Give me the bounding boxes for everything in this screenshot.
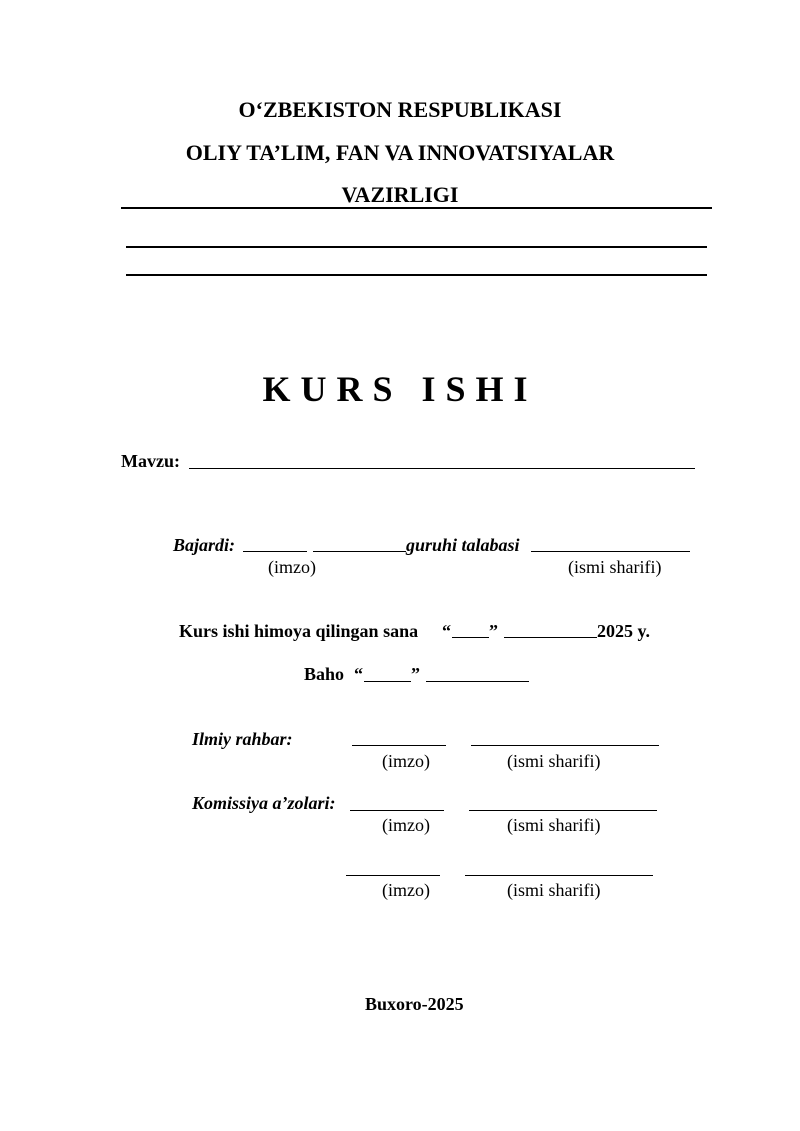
commission-signature-line-2: [346, 875, 440, 876]
grade-score-line: [364, 681, 411, 682]
commission-name-caption-1: (ismi sharifi): [507, 815, 601, 835]
defense-month-line: [504, 637, 597, 638]
ministry-header-line-2: OLIY TA’LIM, FAN VA INNOVATSIYALAR: [185, 140, 615, 165]
grade-open-quote: “: [354, 664, 363, 684]
supervisor-signature-line: [352, 745, 446, 746]
defense-year: 2025 y.: [597, 621, 651, 641]
supervisor-name-caption: (ismi sharifi): [507, 751, 601, 771]
defense-open-quote: “: [442, 621, 451, 641]
supervisor-name-line: [471, 745, 659, 746]
commission-name-caption-2: (ismi sharifi): [507, 880, 601, 900]
student-signature-caption: (imzo): [268, 557, 316, 577]
defense-day-line: [452, 637, 489, 638]
grade-word-line: [426, 681, 529, 682]
student-signature-line: [243, 551, 307, 552]
student-group-text: guruhi talabasi: [406, 535, 520, 555]
place-and-year: Buxoro-2025: [365, 994, 464, 1014]
defense-close-quote: ”: [489, 621, 498, 641]
supervisor-label: Ilmiy rahbar:: [192, 729, 293, 749]
student-name-line: [531, 551, 690, 552]
topic-blank-line: [189, 468, 695, 469]
defense-date-text: Kurs ishi himoya qilingan sana: [179, 621, 419, 641]
commission-name-line-2: [465, 875, 653, 876]
blank-line-1: [126, 246, 707, 248]
commission-label: Komissiya a’zolari:: [192, 793, 336, 813]
commission-signature-caption-1: (imzo): [382, 815, 430, 835]
student-name-caption: (ismi sharifi): [568, 557, 662, 577]
ministry-header-line-3: VAZIRLIGI: [341, 182, 459, 207]
grade-label: Baho: [304, 664, 345, 684]
ministry-header-line-1: O‘ZBEKISTON RESPUBLIKASI: [238, 97, 562, 122]
topic-label: Mavzu:: [121, 451, 180, 471]
commission-signature-line-1: [350, 810, 444, 811]
document-title: KURS ISHI: [262, 369, 538, 409]
supervisor-signature-caption: (imzo): [382, 751, 430, 771]
student-group-line: [313, 551, 406, 552]
grade-close-quote: ”: [411, 664, 420, 684]
student-label: Bajardi:: [173, 535, 236, 555]
header-underline: [121, 207, 712, 209]
blank-line-2: [126, 274, 707, 276]
commission-signature-caption-2: (imzo): [382, 880, 430, 900]
commission-name-line-1: [469, 810, 657, 811]
